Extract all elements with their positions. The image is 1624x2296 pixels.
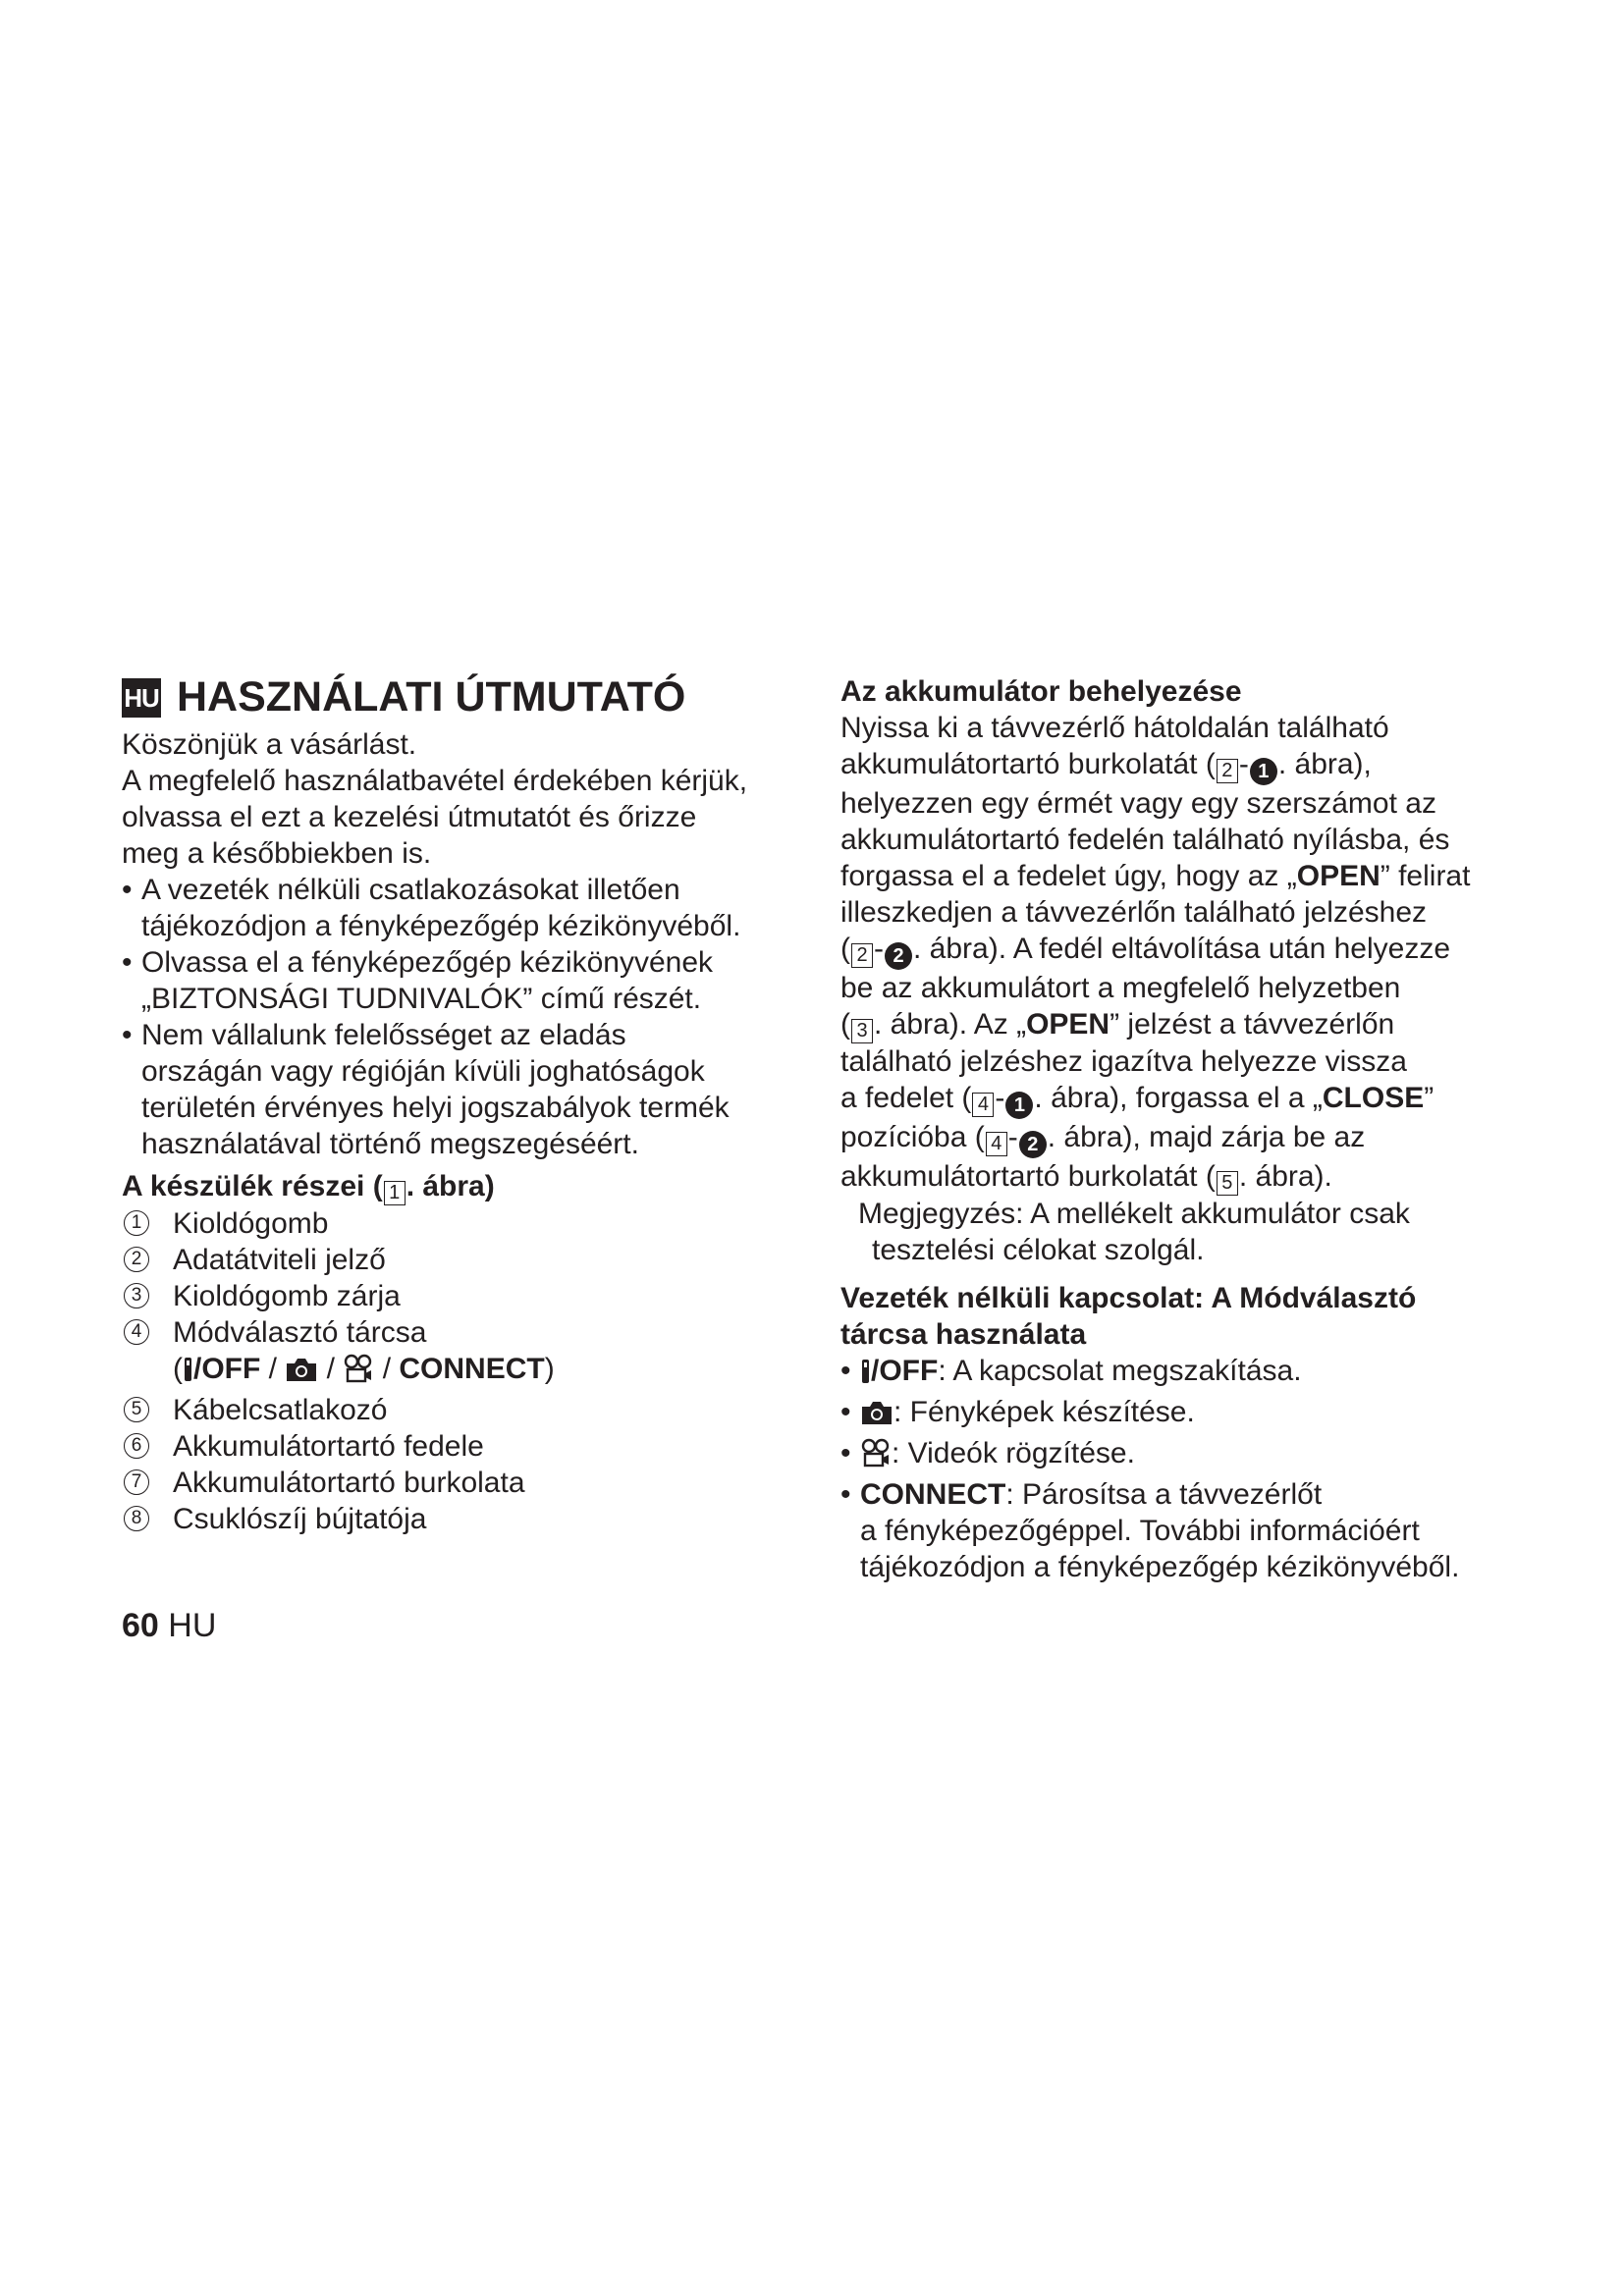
battery-heading: Az akkumulátor behelyezése [840, 675, 1242, 708]
battery-line: akkumulátortartó fedelén található nyílásba, és [840, 824, 1450, 856]
paren-close: ) [544, 1353, 555, 1385]
battery-line: található jelzéshez igazítva helyezze vissza [840, 1045, 1407, 1078]
figure-ref-box: 4 [986, 1132, 1007, 1156]
text: pozícióba ( [840, 1121, 985, 1153]
text: . ábra), majd zárja be az [1047, 1121, 1366, 1153]
bullet-line: • Nem vállalunk felelősséget az eladás [141, 1019, 626, 1051]
battery-line [840, 1080, 1528, 1119]
open-label: OPEN [1296, 860, 1380, 892]
part-label: Akkumulátortartó fedele [173, 1430, 484, 1463]
bullet-line: használatával történő megszegéséért. [141, 1128, 639, 1160]
bullet-line: tájékozódjon a fényképezőgép kézikönyvéből. [141, 910, 741, 942]
parts-heading [122, 1168, 799, 1205]
intro-line-3: meg a későbbiekben is. [122, 837, 432, 870]
part-item [122, 1428, 799, 1465]
bullet-line: területén érvényes helyi jogszabályok termék [141, 1092, 730, 1124]
part-item [122, 1501, 799, 1537]
battery-note-cont: tesztelési célokat szolgál. [872, 1234, 1205, 1266]
circled-number: 1 [124, 1210, 149, 1236]
part-label: Akkumulátortartó burkolata [173, 1467, 525, 1499]
dash: - [995, 1082, 1005, 1114]
left-column [122, 667, 799, 1537]
part-label: Csuklószíj bújtatója [173, 1503, 427, 1535]
page-footer [122, 1608, 216, 1644]
camera-icon [860, 1399, 893, 1435]
thanks-text: Köszönjük a vásárlást. [122, 728, 417, 761]
figure-ref-box: 3 [851, 1019, 873, 1043]
bullet-line: tájékozódjon a fényképezőgép kézikönyvéből. [860, 1551, 1460, 1583]
right-column [840, 673, 1528, 1585]
intro-line-1: A megfelelő használatbavétel érdekében kérjük, [122, 765, 748, 797]
intro-bullets [122, 872, 799, 1162]
footer-language: HU [168, 1607, 217, 1644]
battery-line: Nyissa ki a távvezérlő hátoldalán található [840, 712, 1389, 744]
part-item [122, 1465, 799, 1501]
bullet-item [840, 1353, 1528, 1394]
bullet-item [840, 1476, 1528, 1585]
connect-label: CONNECT [860, 1478, 1006, 1511]
text: : Párosítsa a távvezérlőt [1005, 1478, 1323, 1511]
figure-ref-box: 1 [384, 1181, 406, 1205]
text: akkumulátortartó burkolatát ( [840, 1160, 1216, 1193]
step-number-dot: 2 [885, 942, 912, 970]
battery-line [840, 931, 1528, 970]
text: : A kapcsolat megszakítása. [938, 1355, 1302, 1387]
battery-line: illeszkedjen a távvezérlőn található jelzéshez [840, 896, 1428, 929]
part-label: Kioldógomb [173, 1207, 329, 1240]
bullet-line: • Olvassa el a fényképezőgép kézikönyvének [141, 946, 714, 979]
text: ” jelzést a távvezérlőn [1110, 1008, 1395, 1041]
step-number-dot: 1 [1005, 1092, 1033, 1119]
video-icon [343, 1354, 374, 1392]
parts-list [122, 1205, 799, 1351]
separator: / [374, 1353, 400, 1385]
battery-line [840, 1158, 1528, 1196]
bullet-line: „BIZTONSÁGI TUDNIVALÓK” című részét. [141, 983, 702, 1015]
mode-dial-options [122, 1351, 799, 1392]
off-label: /OFF [871, 1355, 939, 1387]
part-label: Módválasztó tárcsa [173, 1316, 427, 1349]
circled-number: 5 [124, 1397, 149, 1422]
part-label: Kábelcsatlakozó [173, 1394, 388, 1426]
bullet-line: a fényképezőgéppel. További információért [860, 1515, 1420, 1547]
off-label: /OFF [193, 1353, 261, 1385]
intro-line-2: olvassa el ezt a kezelési útmutatót és őrizze [122, 801, 697, 833]
dash: - [874, 933, 884, 965]
connect-label: CONNECT [399, 1353, 545, 1385]
part-item [122, 1392, 799, 1428]
text: ( [840, 933, 850, 965]
text: ” felirat [1380, 860, 1471, 892]
close-label: CLOSE [1322, 1082, 1425, 1114]
open-label: OPEN [1026, 1008, 1110, 1041]
parts-heading-text: A készülék részei ( [122, 1170, 383, 1202]
video-icon [860, 1438, 892, 1476]
page-title: HASZNÁLATI ÚTMUTATÓ [177, 673, 686, 721]
dash: - [1238, 748, 1249, 780]
figure-ref-box: 4 [972, 1093, 994, 1117]
text: akkumulátortartó burkolatát ( [840, 748, 1216, 780]
figure-ref-box: 5 [1217, 1171, 1238, 1196]
text: a fedelet ( [840, 1082, 972, 1114]
part-item [122, 1205, 799, 1242]
bullet-item [840, 1394, 1528, 1435]
battery-line: be az akkumulátort a megfelelő helyzetben [840, 972, 1401, 1004]
battery-line [840, 746, 1528, 785]
parts-list-continued [122, 1392, 799, 1537]
figure-ref-box: 2 [1217, 759, 1238, 783]
page-number: 60 [122, 1607, 159, 1644]
circled-number: 4 [124, 1319, 149, 1345]
separator: / [260, 1353, 286, 1385]
text: : Videók rögzítése. [892, 1437, 1135, 1469]
circled-number: 3 [124, 1283, 149, 1308]
wireless-heading-2: tárcsa használata [840, 1318, 1087, 1351]
part-item [122, 1242, 799, 1278]
circled-number: 7 [124, 1469, 149, 1495]
part-item [122, 1314, 799, 1351]
text: ( [840, 1008, 850, 1041]
dash: - [1007, 1121, 1018, 1153]
circled-number: 2 [124, 1247, 149, 1272]
part-label: Adatátviteli jelző [173, 1244, 386, 1276]
battery-note: Megjegyzés: A mellékelt akkumulátor csak [858, 1198, 1410, 1230]
battery-line: helyezzen egy érmét vagy egy szerszámot az [840, 787, 1436, 820]
battery-line [840, 1119, 1528, 1158]
text: forgassa el a fedelet úgy, hogy az „ [840, 860, 1297, 892]
circled-number: 6 [124, 1433, 149, 1459]
battery-line [840, 858, 1528, 894]
circled-number: 8 [124, 1506, 149, 1531]
text: . ábra). [1238, 1160, 1332, 1193]
text: . ábra), forgassa el a „ [1034, 1082, 1323, 1114]
text: . ábra). A fedél eltávolítása után helyezze [913, 933, 1451, 965]
figure-ref-box: 2 [851, 943, 873, 968]
step-number-dot: 2 [1019, 1131, 1047, 1158]
text: : Fényképek készítése. [893, 1396, 1195, 1428]
step-number-dot: 1 [1250, 758, 1277, 785]
bullet-item [840, 1435, 1528, 1476]
bullet-item [122, 872, 799, 944]
text: ” [1424, 1082, 1435, 1114]
power-icon [860, 1358, 871, 1394]
power-icon [183, 1356, 193, 1392]
part-label: Kioldógomb zárja [173, 1280, 401, 1312]
battery-line [840, 1006, 1528, 1043]
text: . ábra), [1277, 748, 1372, 780]
bullet-line: országán vagy régióján kívüli joghatóságok [141, 1055, 705, 1088]
wireless-heading: Vezeték nélküli kapcsolat: A Módválasztó [840, 1282, 1417, 1314]
separator: / [318, 1353, 344, 1385]
bullet-item [122, 1017, 799, 1162]
parts-heading-text: . ábra) [406, 1170, 495, 1202]
bullet-item [122, 944, 799, 1017]
wireless-bullets [840, 1353, 1528, 1585]
language-badge: HU [122, 678, 161, 718]
bullet-line: • A vezeték nélküli csatlakozásokat illetően [141, 874, 680, 906]
paren-open: ( [173, 1353, 183, 1385]
title-row [122, 667, 799, 726]
camera-icon [285, 1356, 318, 1392]
part-item [122, 1278, 799, 1314]
text: . ábra). Az „ [874, 1008, 1027, 1041]
